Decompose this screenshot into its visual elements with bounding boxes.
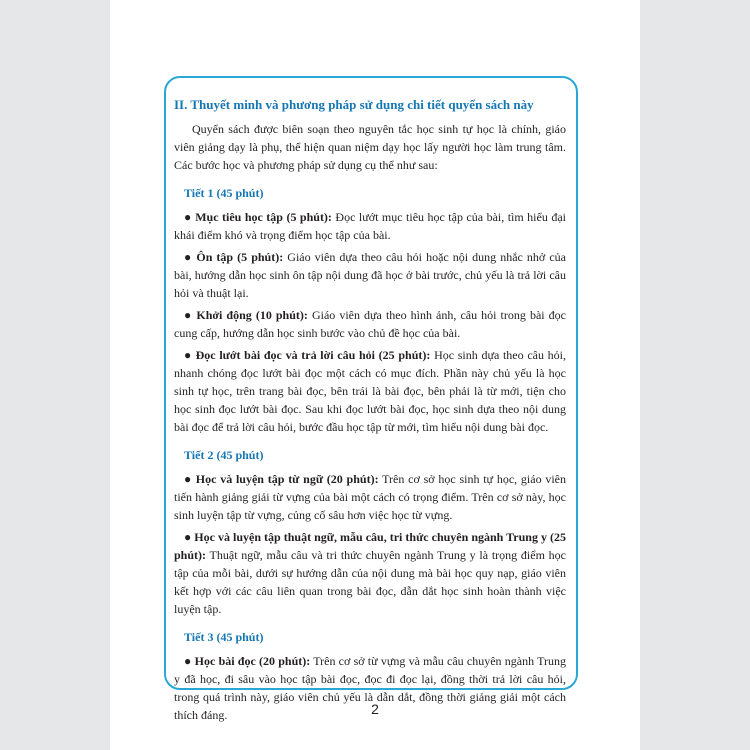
section-tiet-1 xyxy=(174,184,566,436)
bullet-label: ● Khởi động (10 phút): xyxy=(184,308,308,322)
page-content xyxy=(174,96,566,728)
intro-paragraph: Quyển sách được biên soạn theo nguyên tắc học sinh tự học là chính, giáo viên giảng dạy là phụ, thể hiện quan niệm dạy học lấy người học làm trung tâm. Các bước học và phương pháp sử dụng cụ thể như sau: xyxy=(174,122,566,172)
bullet-label: ● Học bài đọc (20 phút): xyxy=(184,654,311,668)
bullet-label: ● Học và luyện tập từ ngữ (20 phút): xyxy=(184,472,379,486)
bullet-item xyxy=(174,528,566,618)
bullet-text: Trên cơ sở học sinh tự học, giáo viên tiến hành giảng giải từ vựng của bài một cách có trọng điểm. Trên cơ sở này, học sinh luyện tập từ vựng, củng cố sâu hơn việc học từ vựng. xyxy=(174,472,567,522)
section-title: Tiết 3 (45 phút) xyxy=(184,630,264,644)
page-number: 2 xyxy=(371,701,379,717)
right-margin xyxy=(640,0,750,750)
bullet-text: Đọc lướt mục tiêu học tập của bài, tìm hiểu đại khái điểm khó và trọng điểm học tập của bài. xyxy=(174,210,566,242)
bullet-item xyxy=(174,306,566,342)
bullet-item xyxy=(174,346,566,436)
bullet-text: Giáo viên dựa theo câu hỏi hoặc nội dung nhắc nhở của bài, hướng dẫn học sinh ôn tập nội dung đã học ở bài trước, chủ yếu là trả lời câu hỏi và thuật lại. xyxy=(174,250,566,300)
bullet-label: ● Học và luyện tập thuật ngữ, mẫu câu, tri thức chuyên ngành Trung y (25 phút): xyxy=(174,530,566,562)
section-title: Tiết 1 (45 phút) xyxy=(184,186,264,200)
section-heading: II. Thuyết minh và phương pháp sử dụng chi tiết quyển sách này xyxy=(174,97,534,112)
section-title: Tiết 2 (45 phút) xyxy=(184,448,264,462)
bullet-label: ● Ôn tập (5 phút): xyxy=(184,250,284,264)
bullet-label: ● Mục tiêu học tập (5 phút): xyxy=(184,210,332,224)
bullet-text: Học sinh dựa theo câu hỏi, nhanh chóng đọc lướt bài đọc một cách có mục đích. Phần này chủ yếu là học sinh tự học, trên trang bài đọc, bên trái là bài đọc, bên phải là từ mới, tiện cho học sinh đọc lướt bài đọc. Sau khi đọc lướt bài đọc, học sinh dựa theo nội dung bài đọc để trả lời câu hỏi, bước đầu học tập từ mới, tìm hiểu nội dung bài đọc. xyxy=(174,348,566,434)
bullet-text: Giáo viên dựa theo hình ảnh, câu hỏi trong bài đọc cung cấp, hướng dẫn học sinh bước vào chủ đề học của bài. xyxy=(174,308,566,340)
bullet-text: Trên cơ sở từ vựng và mẫu câu chuyên ngành Trung y đã học, đi sâu vào học tập bài đọc, đọc đi đọc lại, đồng thời trả lời câu hỏi, trong quá trình này, giáo viên chủ yếu là dẫn dắt, đồng thời giảng giải một cách thích đáng. xyxy=(174,654,566,722)
bullet-item xyxy=(174,208,566,244)
section-tiet-2 xyxy=(174,446,566,618)
bullet-text: Thuật ngữ, mẫu câu và tri thức chuyên ngành Trung y là trọng điểm học tập của mỗi bài, dưới sự hướng dẫn của nội dung mà bài học quy nạp, giáo viên kết hợp với các câu liên quan trong bài đọc, dẫn dắt học sinh hoàn thành việc luyện tập. xyxy=(174,548,566,616)
bullet-item xyxy=(174,248,566,302)
left-margin xyxy=(0,0,110,750)
book-page xyxy=(110,0,640,750)
bullet-item xyxy=(174,470,566,524)
bullet-label: ● Đọc lướt bài đọc và trả lời câu hỏi (25 phút): xyxy=(184,348,431,362)
